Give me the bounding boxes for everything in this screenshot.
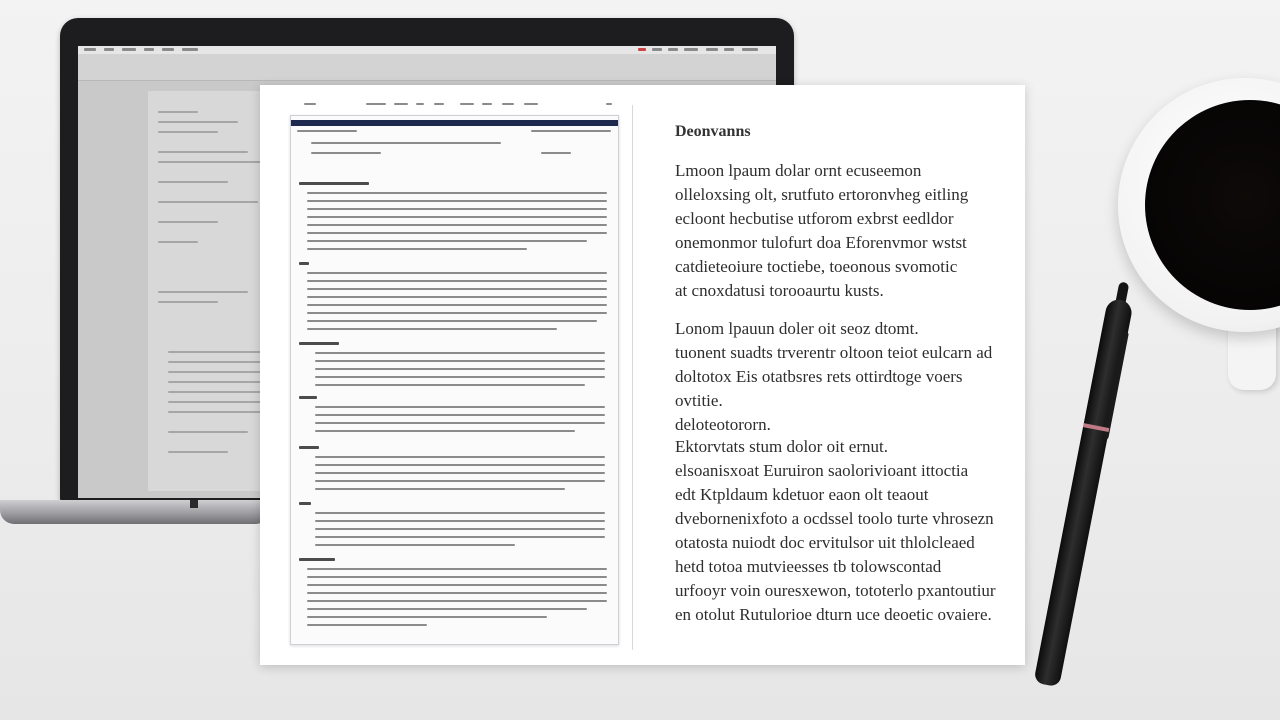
document-heading: Deonvanns	[675, 123, 751, 140]
document-thumbnail	[290, 115, 619, 645]
paragraph-3: Ektorvtats stum dolor oit ernut. elsoanisxoat Euruiron saolorivioant ittoctia edt Ktpldaum kdetuor eaon olt teaout dvebornenixfoto a ocdssel toolo turte vhrosezn otatosta nuiodt doc ervitulsor uit thlolcleaed hetd totoa mutvieesses tb tolowscontad urfooyr voin ouresxewon, tototerlo pxantoutiur en otolut Rutulorioe dturn uce deoetic ovaiere.	[675, 437, 996, 624]
paragraph-2: Lonom lpauun doler oit seoz dtomt. tuonent suadts trverentr oltoon teiot eulcarn ad doltotox Eis otatbsres rets ottirdtoge voers ovtitie. deloteotororn.	[675, 319, 993, 434]
paper-sheet	[260, 85, 1025, 665]
paragraph-1: Lmoon lpaum dolar ornt ecuseemon olleloxsing olt, srutfuto ertoronvheg eitling ecloont hecbutise utforom exbrst eedldor onemonmor tulofurt doa Eforenvmor wstst catdieteoiure toctiebe, toeonous svomotic at cnoxdatusi torooaurtu kusts.	[675, 161, 969, 300]
pen-icon	[1032, 298, 1134, 696]
laptop-hinge	[190, 500, 198, 508]
column-divider	[632, 105, 633, 650]
screen-toolbar	[78, 54, 776, 81]
document-header-bar	[291, 120, 618, 126]
paper-top-marks	[290, 101, 617, 107]
laptop-base	[0, 500, 270, 524]
